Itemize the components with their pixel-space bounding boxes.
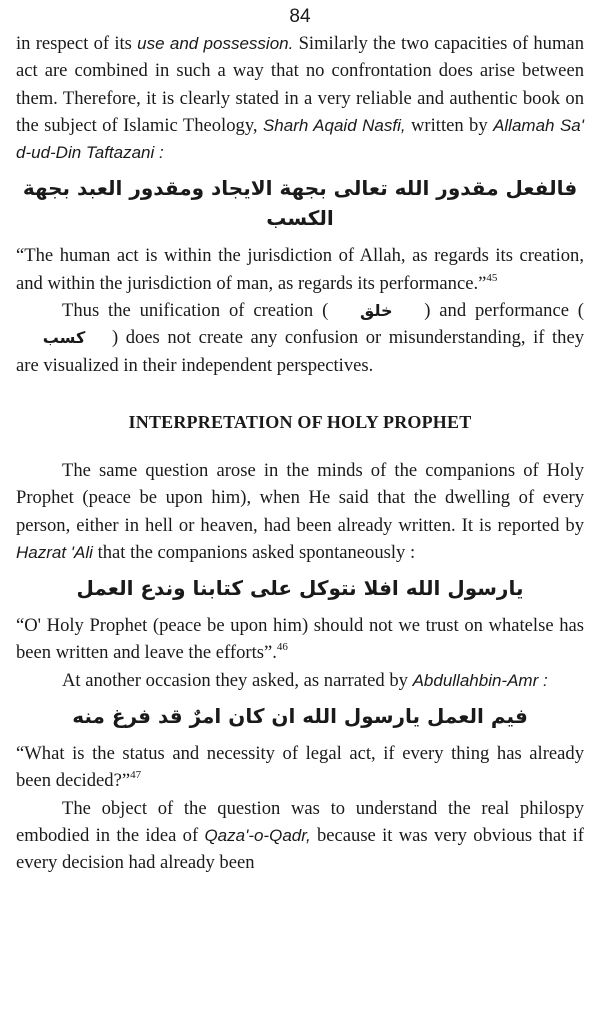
- arabic-term-performance: كسب: [42, 328, 86, 348]
- quote-text: “The human act is within the jurisdiction of Allah, as regards its creation, and within the jurisdiction of man, as regards its performance.”: [16, 245, 584, 294]
- italic-term: Qaza'-o-Qadr,: [204, 825, 311, 845]
- arabic-quote-3: فيم العمل يارسول الله ان كان امرٌ قد فرغ منه: [72, 704, 528, 729]
- text-run: Similarly the two capacities of human act are combined in such a way that no confrontation does arise between them. Therefore, it is clearly stated in a very reliable and authentic book on the subject of Islamic Theology,: [16, 33, 584, 136]
- text-run: The same question arose in the minds of the companions of Holy Prophet (peace be upon him), when He said that the dwelling of every person, either in hell or heaven, had been already written. It is reported by: [16, 459, 584, 536]
- footnote-marker: 47: [130, 769, 142, 782]
- book-title: Sharh Aqaid Nasfi,: [262, 115, 406, 135]
- text-run: because it was very obvious that if every decision had already been: [16, 824, 584, 874]
- narrator-name: Hazrat 'Ali: [16, 542, 93, 562]
- text-run: The object of the question was to understand the real philospy embodied in the idea of: [16, 797, 584, 846]
- section-heading: INTERPRETATION OF HOLY PROPHET: [128, 411, 472, 432]
- paragraph-same-question: [16, 457, 584, 566]
- text-run: in respect of its: [16, 33, 138, 54]
- paragraph-another-occasion: [16, 667, 584, 694]
- translation-quote-47: [16, 740, 584, 795]
- footnote-marker: 45: [486, 271, 498, 284]
- paragraph-object-of-question: [16, 795, 584, 877]
- text-run: ) and performance (: [424, 300, 584, 322]
- text-run: ) does not create any confusion or misunderstanding, if they are visualized in their independent perspectives.: [16, 327, 584, 376]
- footnote-marker: 46: [276, 641, 288, 654]
- text-run: Thus the unification of creation (: [62, 300, 329, 322]
- narrator-name: Abdullahbin-Amr :: [412, 670, 548, 690]
- italic-term: use and possession.: [137, 34, 294, 53]
- page-number: 84: [289, 6, 311, 27]
- translation-quote-45: [16, 242, 584, 297]
- author-name: Allamah Sa' d-ud-Din Taftazani :: [16, 115, 584, 163]
- paragraph-unification: [16, 297, 584, 379]
- quote-text: “O' Holy Prophet (peace be upon him) should not we trust on whatelse has been written and leave the efforts”.: [16, 615, 584, 664]
- quote-text: “What is the status and necessity of legal act, if every thing has already been decided?”: [16, 743, 584, 792]
- arabic-quote-2: يارسول الله افلا نتوكل على كتابنا وندع العمل: [76, 576, 524, 601]
- paragraph-use-and-possession: [16, 30, 584, 166]
- text-run: written by: [405, 114, 494, 136]
- translation-quote-46: [16, 612, 584, 667]
- text-run: At another occasion they asked, as narrated by: [62, 669, 413, 691]
- text-run: that the companions asked spontaneously :: [92, 541, 416, 563]
- book-page: [16, 0, 584, 877]
- arabic-quote-1: فالفعل مقدور الله تعالى بجهة الايجاد ومقدور العبد بجهة الكسب: [22, 176, 578, 231]
- arabic-term-creation: خلق: [360, 301, 393, 321]
